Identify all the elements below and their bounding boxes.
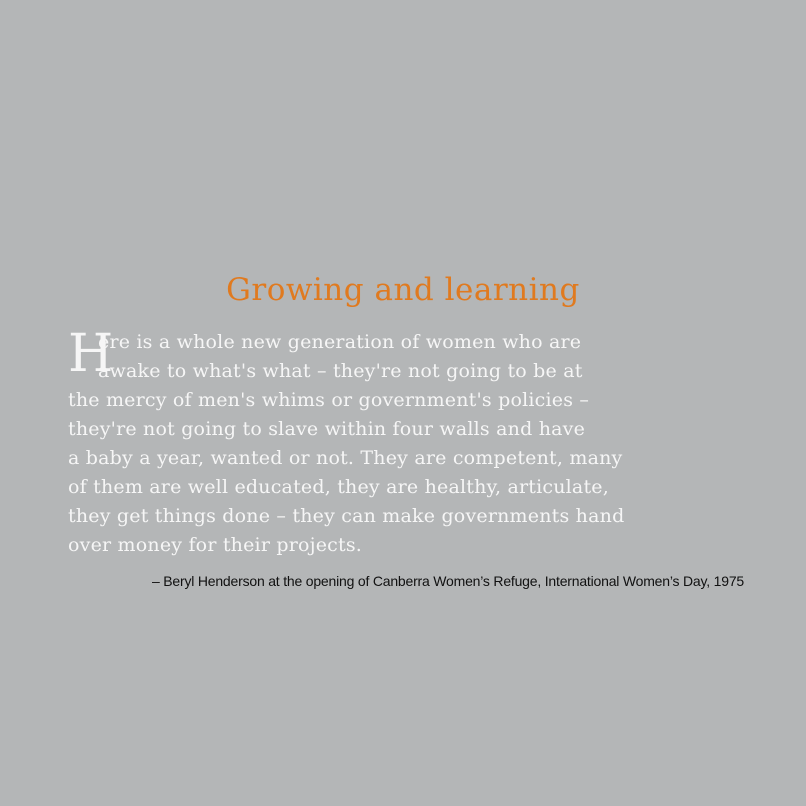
quote-line: over money for their projects. [68,534,363,556]
quote-line: a baby a year, wanted or not. They are competent, many [68,447,623,469]
quote-line: the mercy of men's whims or government's policies – [68,389,590,411]
page-title: Growing and learning [226,272,580,308]
quote-line: awake to what's what – they're not going to be at [98,360,583,382]
attribution: – Beryl Henderson at the opening of Canberra Women’s Refuge, International Women’s Day, 1975 [151,573,744,589]
quote-line: they're not going to slave within four walls and have [68,418,586,440]
quote-block [68,324,758,560]
quote-line: they get things done – they can make governments hand [68,505,625,527]
quote-line: of them are well educated, they are healthy, articulate, [68,476,609,498]
drop-cap: H [68,324,114,384]
quote-line: ere is a whole new generation of women who are [98,331,582,353]
